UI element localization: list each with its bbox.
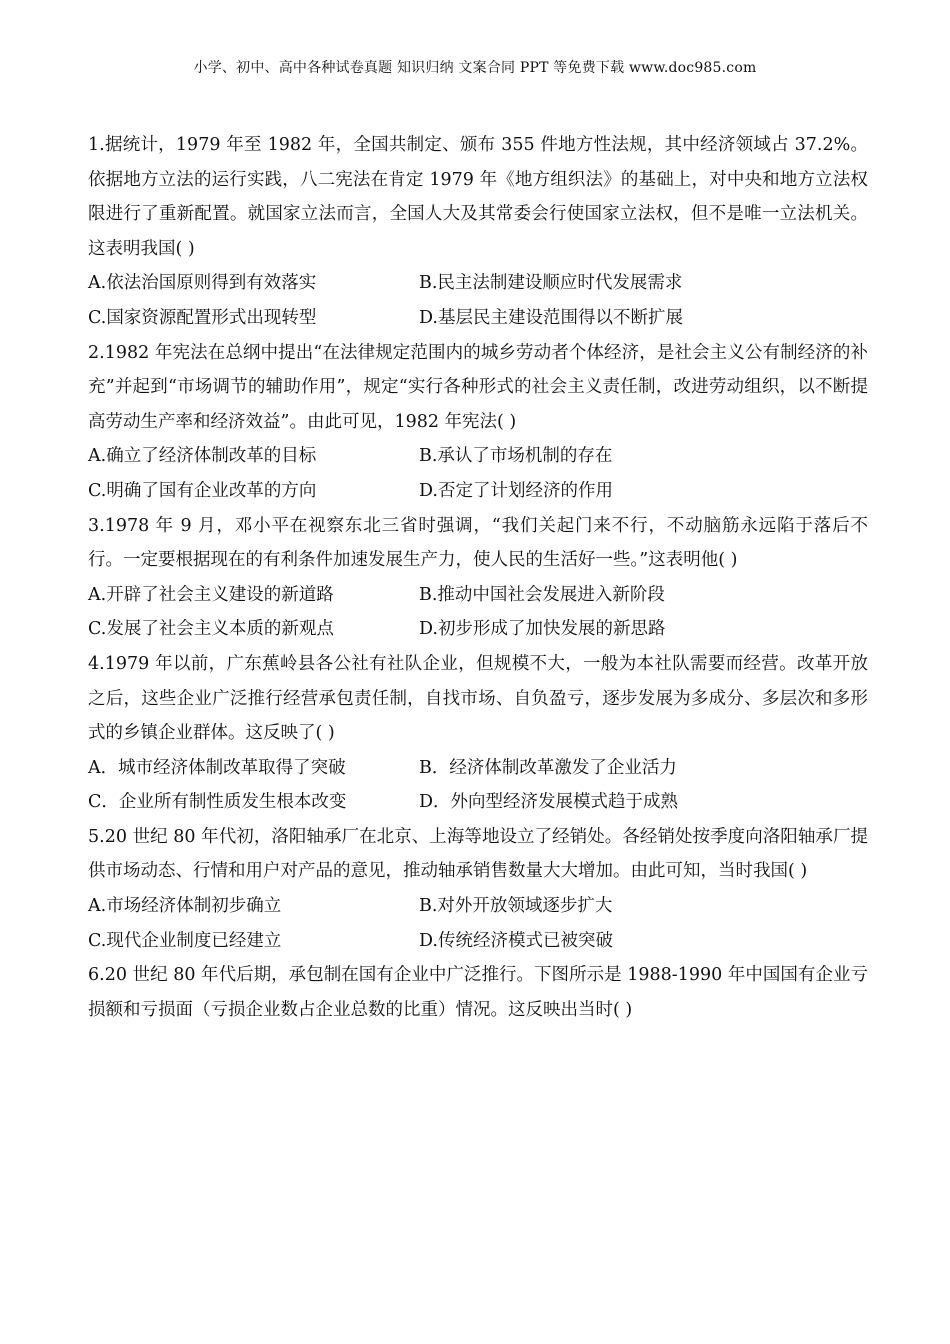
question-stem: 1.据统计，1979 年至 1982 年，全国共制定、颁布 355 件地方性法规，其中经济领域占 37.2%。依据地方立法的运行实践，八二宪法在肯定 1979 年《地方组织法》的基础上，对中央和地方立法权限进行了重新配置。就国家立法而言，全国人大及其常委会行使国家立法权，但不是唯一立法机关。这表明我国( ) xyxy=(88,135,868,259)
option-b: B．经济体制改革激发了企业活力 xyxy=(419,757,677,778)
question-3 xyxy=(88,509,868,647)
option-row xyxy=(88,439,868,474)
option-row xyxy=(88,474,868,509)
option-c: C.发展了社会主义本质的新观点 xyxy=(88,619,334,640)
option-c: C.国家资源配置形式出现转型 xyxy=(88,307,317,328)
option-a: A.开辟了社会主义建设的新道路 xyxy=(88,584,334,605)
question-stem: 5.20 世纪 80 年代初，洛阳轴承厂在北京、上海等地设立了经销处。各经销处按季度向洛阳轴承厂提供市场动态、行情和用户对产品的意见，推动轴承销售数量大大增加。由此可知，当时我国( ) xyxy=(88,826,868,882)
option-a: A.依法治国原则得到有效落实 xyxy=(88,273,317,294)
question-2 xyxy=(88,336,868,509)
option-row xyxy=(88,612,868,647)
question-1 xyxy=(88,128,868,336)
option-row xyxy=(88,785,868,820)
option-b: B.对外开放领域逐步扩大 xyxy=(419,896,613,917)
option-d: D.初步形成了加快发展的新思路 xyxy=(419,619,666,640)
option-row xyxy=(88,266,868,301)
option-row xyxy=(88,889,868,924)
question-6 xyxy=(88,958,868,1027)
option-c: C．企业所有制性质发生根本改变 xyxy=(88,792,347,813)
question-stem: 3.1978 年 9 月，邓小平在视察东北三省时强调，“我们关起门来不行，不动脑筋永远陷于落后不行。一定要根据现在的有利条件加速发展生产力，使人民的生活好一些。”这表明他( ) xyxy=(88,515,868,571)
question-list xyxy=(88,128,868,1027)
question-stem: 2.1982 年宪法在总纲中提出“在法律规定范围内的城乡劳动者个体经济，是社会主义公有制经济的补充”并起到“市场调节的辅助作用”，规定“实行各种形式的社会主义责任制，改进劳动组织，以不断提高劳动生产率和经济效益”。由此可见，1982 年宪法( ) xyxy=(88,342,868,432)
option-row xyxy=(88,578,868,613)
question-5 xyxy=(88,820,868,958)
option-a: A．城市经济体制改革取得了突破 xyxy=(88,757,346,778)
option-d: D.基层民主建设范围得以不断扩展 xyxy=(419,307,683,328)
option-b: B.民主法制建设顺应时代发展需求 xyxy=(419,273,683,294)
option-c: C.现代企业制度已经建立 xyxy=(88,930,282,951)
option-row xyxy=(88,751,868,786)
question-4 xyxy=(88,647,868,820)
option-d: D.传统经济模式已被突破 xyxy=(419,930,613,951)
option-d: D．外向型经济发展模式趋于成熟 xyxy=(419,792,679,813)
option-d: D.否定了计划经济的作用 xyxy=(419,480,613,501)
option-b: B.承认了市场机制的存在 xyxy=(419,446,613,467)
option-a: A.确立了经济体制改革的目标 xyxy=(88,446,317,467)
question-stem: 6.20 世纪 80 年代后期，承包制在国有企业中广泛推行。下图所示是 1988-1990 年中国国有企业亏损额和亏损面（亏损企业数占企业总数的比重）情况。这反映出当时( ) xyxy=(88,965,868,1020)
option-row xyxy=(88,301,868,336)
option-a: A.市场经济体制初步确立 xyxy=(88,896,282,917)
page-header: 小学、初中、高中各种试卷真题 知识归纳 文案合同 PPT 等免费下载 www.doc985.com xyxy=(193,60,757,76)
question-stem: 4.1979 年以前，广东蕉岭县各公社有社队企业，但规模不大，一般为本社队需要而经营。改革开放之后，这些企业广泛推行经营承包责任制，自找市场、自负盈亏，逐步发展为多成分、多层次和多形式的乡镇企业群体。这反映了( ) xyxy=(88,653,868,744)
option-b: B.推动中国社会发展进入新阶段 xyxy=(419,584,665,605)
option-c: C.明确了国有企业改革的方向 xyxy=(88,480,317,501)
option-row xyxy=(88,924,868,959)
